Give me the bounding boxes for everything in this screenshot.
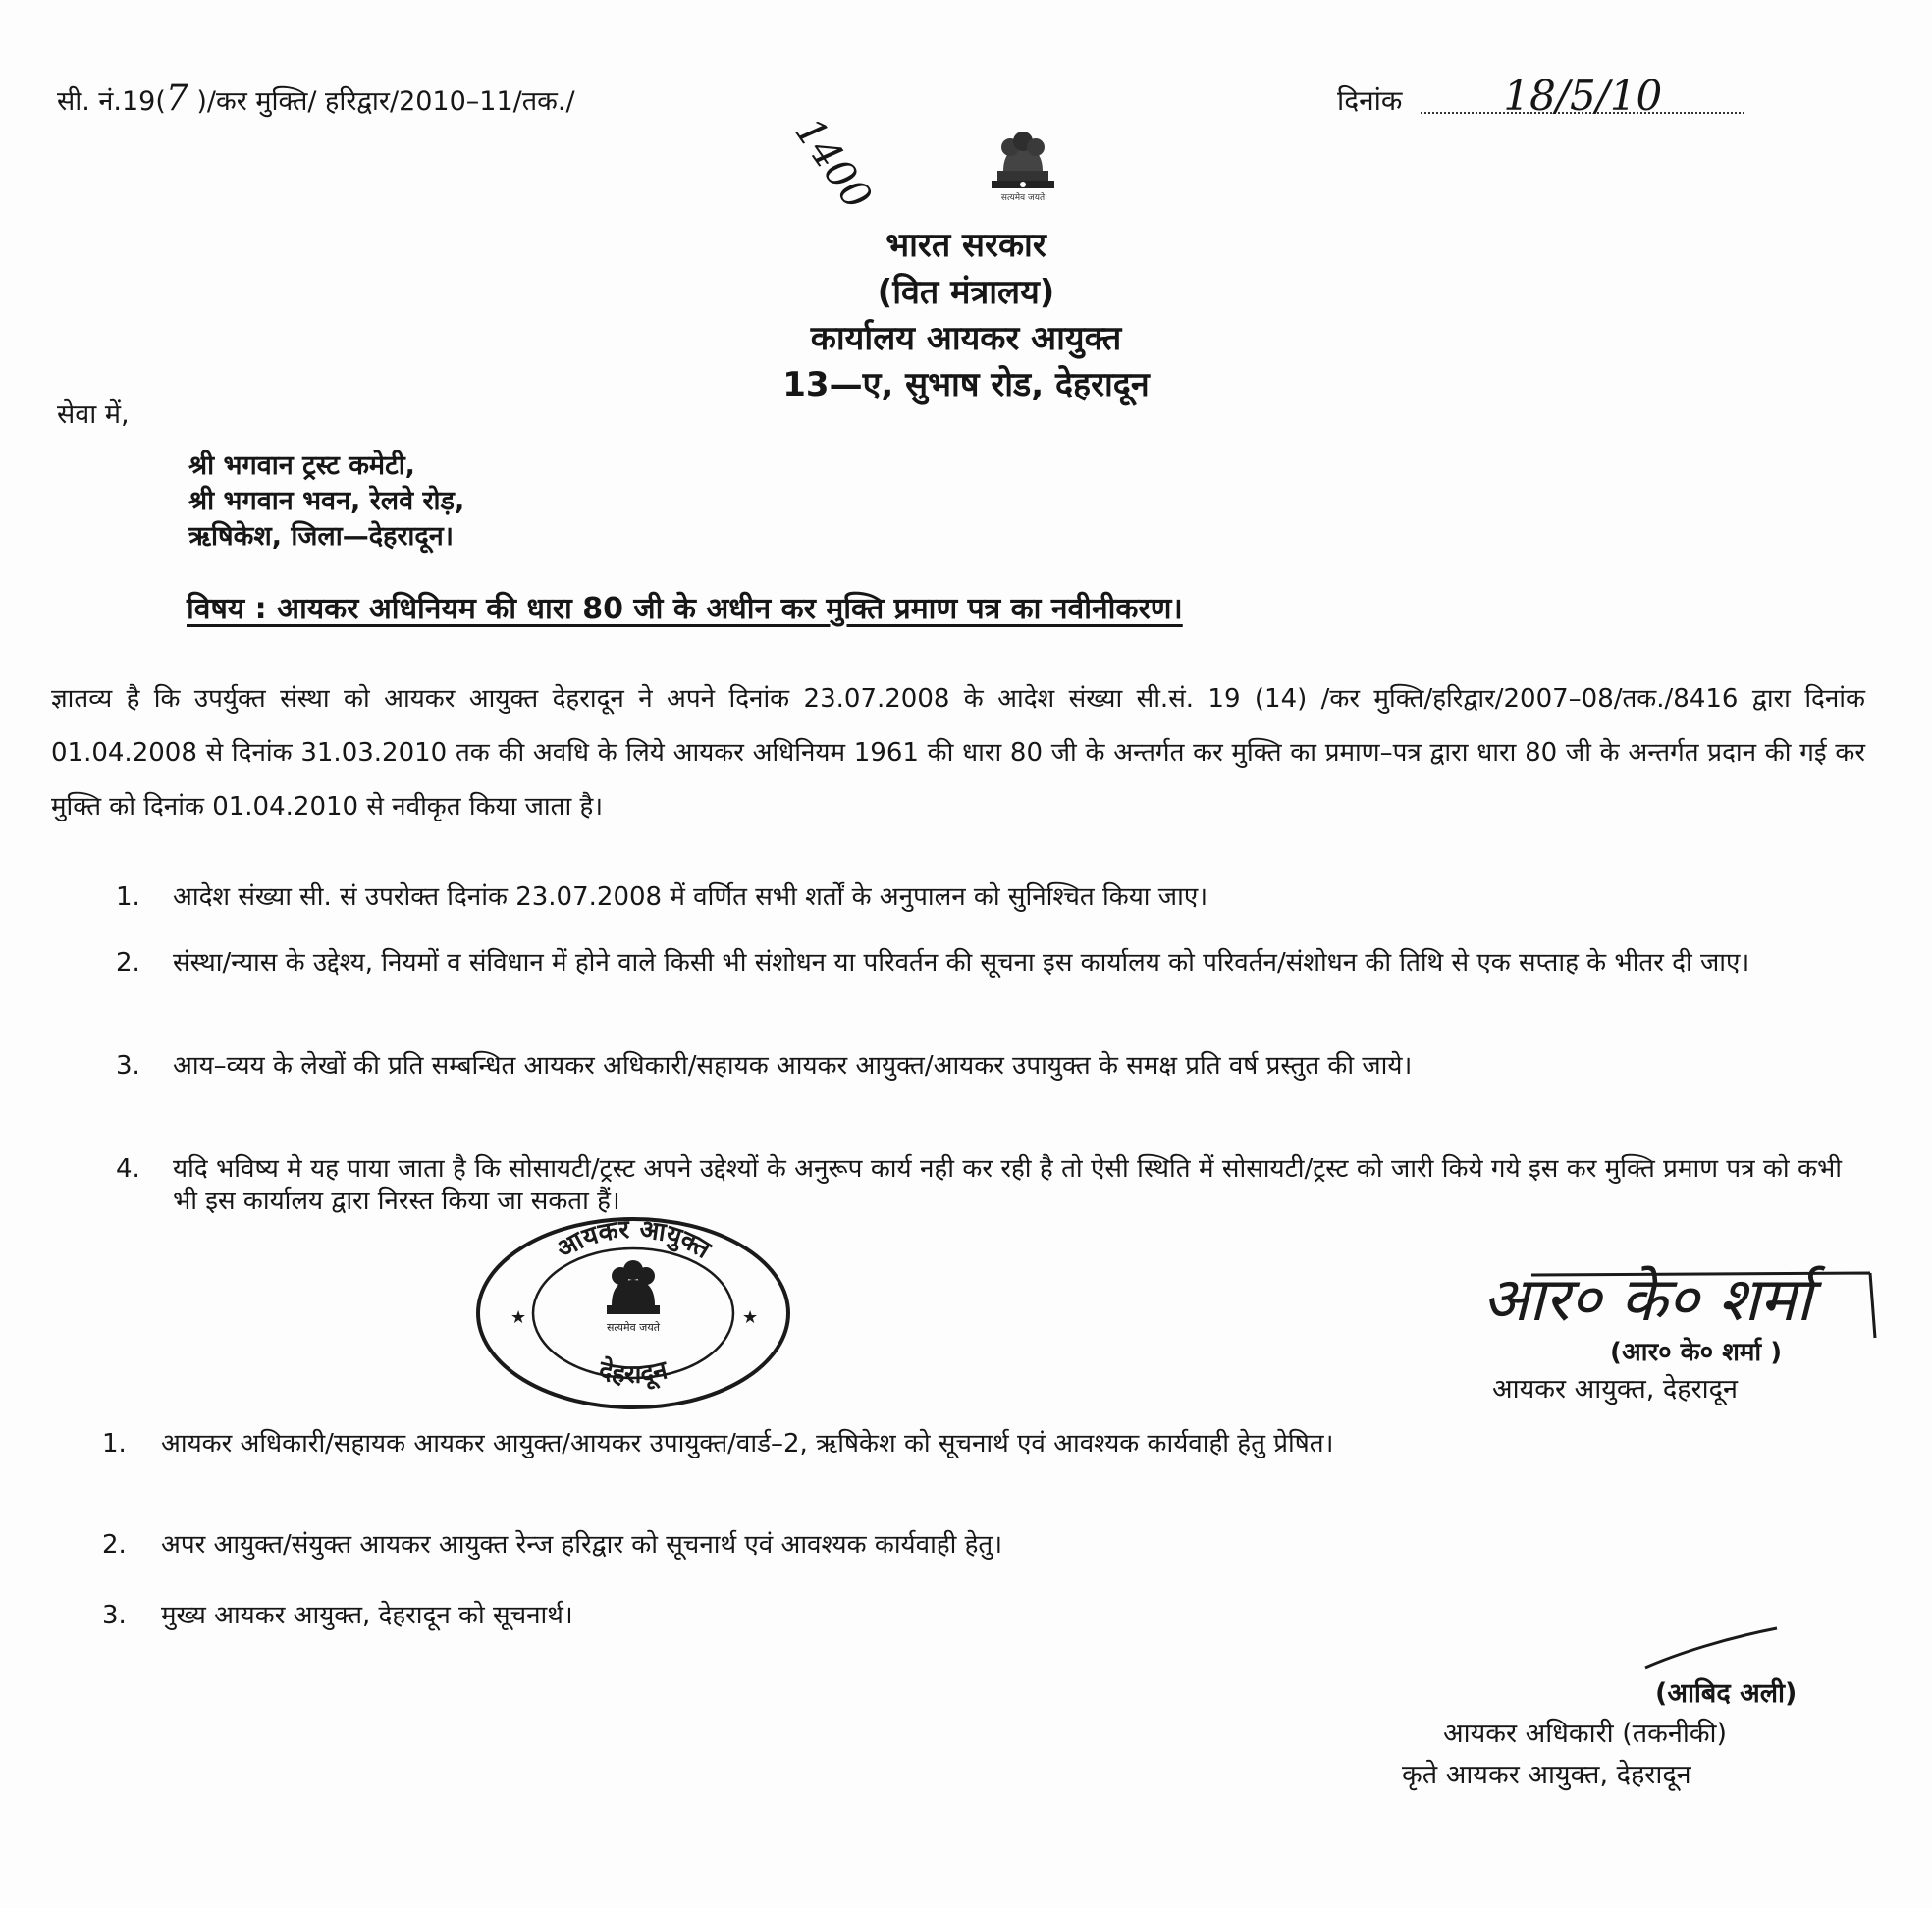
copy-to-text: आयकर अधिकारी/सहायक आयकर आयुक्त/आयकर उपायुक्त/वार्ड–2, ऋषिकेश को सूचनार्थ एवं आवश्यक कार्यवाही हेतु प्रेषित।	[161, 1429, 1334, 1458]
reference-suffix: )/कर मुक्ति/ हरिद्वार/2010–11/तक./	[188, 86, 575, 117]
date-label: दिनांक	[1337, 84, 1403, 117]
officer-signature-mark	[1637, 1624, 1785, 1673]
signatory-2-on-behalf: कृते आयकर आयुक्त, देहरादून	[1402, 1760, 1691, 1790]
copy-to-item	[102, 1428, 1869, 1507]
seal-top-text: आयकर आयुक्त	[552, 1215, 716, 1265]
condition-text: आदेश संख्या सी. सं उपरोक्त दिनांक 23.07.2008 में वर्णित सभी शर्तों के अनुपालन को सुनिश्चित किया जाए।	[173, 882, 1208, 912]
salutation: सेवा में,	[57, 399, 130, 430]
header-line-4: 13—ए, सुभाष रोड, देहरादून	[782, 365, 1150, 404]
handwritten-diary-number: 1400	[785, 110, 881, 218]
official-seal-stamp	[471, 1215, 795, 1411]
condition-number: 2.	[116, 948, 140, 978]
condition-item	[116, 1050, 1883, 1129]
reference-number	[57, 79, 575, 119]
signatory-1-title: आयकर आयुक्त, देहरादून	[1492, 1374, 1738, 1404]
copy-to-text: मुख्य आयकर आयुक्त, देहरादून को सूचनार्थ।	[161, 1601, 573, 1630]
star-icon: ★	[510, 1307, 527, 1328]
reference-prefix: सी. नं.19(	[57, 86, 166, 117]
seal-motto: सत्यमेव जयते	[606, 1321, 661, 1334]
handwritten-reference-no: 7	[165, 79, 188, 119]
svg-text:देहरादून	[595, 1354, 671, 1392]
signature-handwriting: आर० के० शर्मा	[1482, 1263, 1812, 1335]
signatory-2-title: आयकर अधिकारी (तकनीकी)	[1443, 1719, 1728, 1749]
header-line-1: भारत सरकार	[886, 226, 1046, 265]
national-emblem-icon	[978, 126, 1068, 204]
addressee-line-2: श्री भगवान भवन, रेलवे रोड़,	[188, 486, 465, 516]
addressee-line-3: ऋषिकेश, जिला—देहरादून।	[188, 521, 454, 552]
condition-text: संस्था/न्यास के उद्देश्य, नियमों व संविधान में होने वाले किसी भी संशोधन या परिवर्तन की सूचना इस कार्यालय को परिवर्तन/संशोधन की तिथि से एक सप्ताह के भीतर दी जाए।	[173, 948, 1750, 978]
condition-item	[116, 881, 1883, 921]
seal-emblem-icon	[607, 1260, 660, 1314]
star-icon: ★	[742, 1307, 759, 1328]
body-paragraph: ज्ञातव्य है कि उपर्युक्त संस्था को आयकर आयुक्त देहरादून ने अपने दिनांक 23.07.2008 के आदेश संख्या सी.सं. 19 (14) /कर मुक्ति/हरिद्वार/2007–08/तक./8416 द्वारा दिनांक 01.04.2008 से दिनांक 31.03.2010 तक की अवधि के लिये आयकर अधिनियम 1961 की धारा 80 जी के अन्तर्गत कर मुक्ति का प्रमाण–पत्र द्वारा धारा 80 जी के अन्तर्गत प्रदान की गई कर मुक्ति को दिनांक 01.04.2010 से नवीकृत किया जाता है।	[51, 684, 1865, 822]
copy-to-number: 2.	[102, 1530, 127, 1560]
condition-item	[116, 947, 1883, 1026]
seal-bottom-text: देहरादून	[596, 1355, 671, 1390]
date-value: 18/5/10	[1421, 80, 1744, 114]
addressee-line-1: श्री भगवान ट्रस्ट कमेटी,	[188, 450, 415, 481]
copy-to-item	[102, 1600, 1869, 1639]
condition-text: आय–व्यय के लेखों की प्रति सम्बन्धित आयकर अधिकारी/सहायक आयकर आयुक्त/आयकर उपायुक्त के समक्ष प्रति वर्ष प्रस्तुत की जाये।	[173, 1051, 1413, 1081]
signatory-2-name: (आबिद अली)	[1655, 1678, 1798, 1709]
emblem-caption: सत्यमेव जयते	[1000, 193, 1046, 203]
date-field	[1337, 72, 1744, 120]
subject-line: विषय : आयकर अधिनियम की धारा 80 जी के अधीन कर मुक्ति प्रमाण पत्र का नवीनीकरण।	[187, 592, 1183, 626]
header-line-2: (वित मंत्रालय)	[877, 273, 1055, 312]
copy-to-number: 3.	[102, 1601, 127, 1630]
svg-text:आयकर आयुक्त	[552, 1215, 717, 1265]
condition-text: यदि भविष्य मे यह पाया जाता है कि सोसायटी/ट्रस्ट अपने उद्देश्यों के अनुरूप कार्य नही कर रही है तो ऐसी स्थिति में सोसायटी/ट्रस्ट को जारी किये गये इस कर मुक्ति प्रमाण पत्र को कभी भी इस कार्यालय द्वारा निरस्त किया जा सकता हैं।	[173, 1154, 1842, 1216]
copy-to-text: अपर आयुक्त/संयुक्त आयकर आयुक्त रेन्ज हरिद्वार को सूचनार्थ एवं आवश्यक कार्यवाही हेतु।	[161, 1530, 1003, 1560]
copy-to-item	[102, 1529, 1869, 1568]
condition-number: 3.	[116, 1051, 140, 1081]
copy-to-number: 1.	[102, 1429, 127, 1458]
condition-number: 4.	[116, 1154, 140, 1184]
condition-number: 1.	[116, 882, 140, 912]
header-line-3: कार्यालय आयकर आयुक्त	[810, 319, 1122, 358]
signatory-1-name: (आर० के० शर्मा )	[1610, 1338, 1783, 1367]
